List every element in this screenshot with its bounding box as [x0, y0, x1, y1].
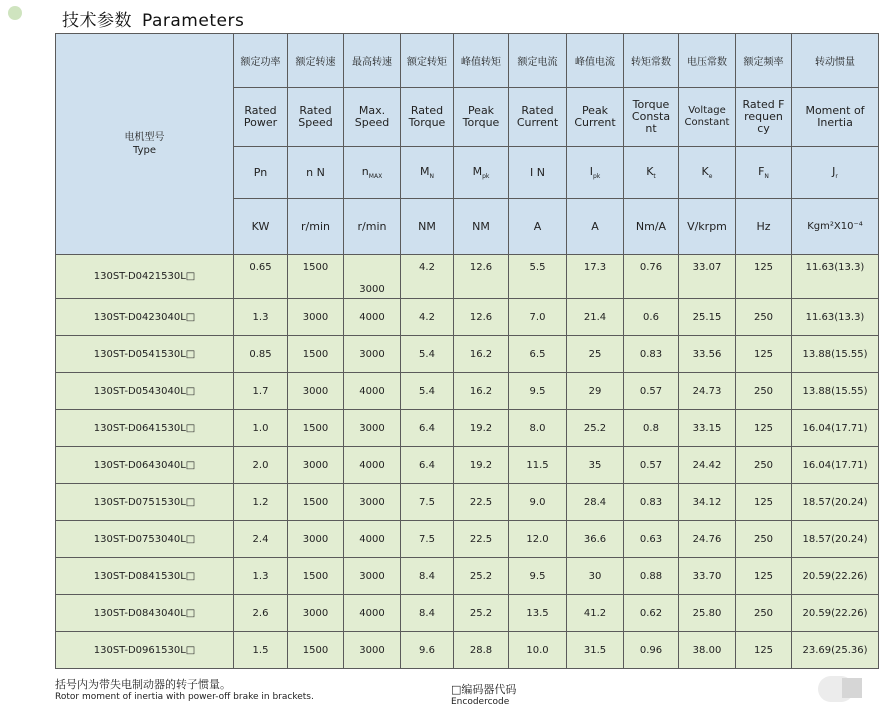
symbol-subscript: N — [764, 173, 769, 181]
symbol-cell — [344, 147, 401, 199]
value-cell: 8.4 — [401, 558, 454, 595]
table-row — [56, 521, 879, 558]
value-cell: 12.6 — [454, 255, 509, 299]
symbol-cell — [288, 147, 344, 199]
type-header-en: Type — [133, 145, 156, 156]
model-cell: 130ST-D0841530L□ — [56, 558, 234, 595]
title-cn: 技术参数 — [62, 11, 132, 31]
value-cell: 2.4 — [234, 521, 288, 558]
value-cell: 20.59(22.26) — [792, 595, 879, 632]
value-cell: 25 — [567, 336, 624, 373]
model-cell: 130ST-D0423040L□ — [56, 299, 234, 336]
symbol-main: n N — [306, 166, 325, 179]
header-cn: 额定频率 — [736, 34, 792, 88]
value-cell: 34.12 — [679, 484, 736, 521]
unit-cell: Hz — [736, 199, 792, 255]
symbol-main: I N — [530, 166, 545, 179]
value-cell: 1.2 — [234, 484, 288, 521]
value-cell: 13.88(15.55) — [792, 373, 879, 410]
unit-cell: r/min — [344, 199, 401, 255]
table-row — [56, 373, 879, 410]
value-cell: 25.2 — [567, 410, 624, 447]
header-row-cn — [56, 34, 879, 88]
value-cell: 9.6 — [401, 632, 454, 669]
table-row — [56, 255, 879, 299]
header-en: Torque Constant — [624, 88, 679, 147]
value-cell: 6.4 — [401, 447, 454, 484]
value-cell: 29 — [567, 373, 624, 410]
value-cell: 5.4 — [401, 373, 454, 410]
value-cell: 3000 — [344, 410, 401, 447]
encoder-note-cn: □编码器代码 — [451, 683, 517, 696]
value-cell: 23.69(25.36) — [792, 632, 879, 669]
header-cn: 电压常数 — [679, 34, 736, 88]
value-cell: 125 — [736, 255, 792, 299]
header-cn: 额定电流 — [509, 34, 567, 88]
value-cell: 38.00 — [679, 632, 736, 669]
header-en: Voltage Constant — [679, 88, 736, 147]
header-cn: 转动惯量 — [792, 34, 879, 88]
table-body — [56, 255, 879, 669]
value-cell: 16.2 — [454, 336, 509, 373]
type-header-cn: 电机型号 — [124, 132, 165, 143]
value-cell: 0.83 — [624, 484, 679, 521]
value-cell: 7.5 — [401, 484, 454, 521]
symbol-main: n — [361, 164, 369, 178]
value-cell: 41.2 — [567, 595, 624, 632]
value-cell: 24.73 — [679, 373, 736, 410]
symbol-cell — [234, 147, 288, 199]
value-cell: 9.5 — [509, 558, 567, 595]
unit-cell: Nm/A — [624, 199, 679, 255]
symbol-subscript: pk — [592, 173, 601, 181]
value-cell: 25.2 — [454, 595, 509, 632]
header-en: Rated Torque — [401, 88, 454, 147]
symbol-main: K — [646, 164, 654, 178]
value-cell: 125 — [736, 484, 792, 521]
symbol-main: Pn — [253, 166, 268, 179]
type-header — [56, 34, 234, 255]
symbol-cell — [792, 147, 879, 199]
value-cell: 6.5 — [509, 336, 567, 373]
model-cell: 130ST-D0641530L□ — [56, 410, 234, 447]
value-cell: 4.2 — [401, 299, 454, 336]
footnote-en: Rotor moment of inertia with power-off brake in brackets. — [55, 692, 314, 702]
value-cell: 1500 — [288, 558, 344, 595]
value-cell: 3000 — [344, 484, 401, 521]
watermark-logo-icon — [842, 678, 862, 698]
symbol-subscript: N — [429, 173, 434, 181]
value-cell: 28.8 — [454, 632, 509, 669]
value-cell: 0.85 — [234, 336, 288, 373]
value-cell: 25.2 — [454, 558, 509, 595]
parameters-table — [55, 33, 879, 669]
value-cell: 5.5 — [509, 255, 567, 299]
footnote-cn: 括号内为带失电制动器的转子惯量。 — [55, 678, 231, 691]
symbol-subscript: MAX — [368, 173, 383, 181]
value-cell: 28.4 — [567, 484, 624, 521]
unit-cell: A — [567, 199, 624, 255]
unit-cell: r/min — [288, 199, 344, 255]
table-row — [56, 558, 879, 595]
value-cell: 0.96 — [624, 632, 679, 669]
unit-cell: NM — [454, 199, 509, 255]
symbol-main: K — [701, 164, 709, 178]
value-cell: 12.0 — [509, 521, 567, 558]
value-cell: 4.2 — [401, 255, 454, 299]
value-cell: 4000 — [344, 373, 401, 410]
symbol-main: I — [589, 164, 593, 178]
value-cell: 0.76 — [624, 255, 679, 299]
value-cell: 1500 — [288, 484, 344, 521]
title-en: Parameters — [142, 11, 245, 31]
value-cell: 3000 — [344, 632, 401, 669]
value-cell: 19.2 — [454, 447, 509, 484]
value-cell: 11.63(13.3) — [792, 299, 879, 336]
value-cell: 30 — [567, 558, 624, 595]
model-cell: 130ST-D0643040L□ — [56, 447, 234, 484]
header-cn: 额定功率 — [234, 34, 288, 88]
header-en: Max. Speed — [344, 88, 401, 147]
value-cell: 1500 — [288, 632, 344, 669]
header-cn: 额定转速 — [288, 34, 344, 88]
value-cell: 4000 — [344, 447, 401, 484]
value-cell: 22.5 — [454, 521, 509, 558]
symbol-main: F — [758, 164, 765, 178]
value-cell: 13.88(15.55) — [792, 336, 879, 373]
value-cell: 0.6 — [624, 299, 679, 336]
value-cell: 125 — [736, 410, 792, 447]
value-cell: 33.07 — [679, 255, 736, 299]
value-cell: 7.0 — [509, 299, 567, 336]
value-cell: 0.8 — [624, 410, 679, 447]
value-cell: 13.5 — [509, 595, 567, 632]
value-cell: 125 — [736, 558, 792, 595]
value-cell: 33.70 — [679, 558, 736, 595]
symbol-cell — [679, 147, 736, 199]
value-cell: 3000 — [344, 558, 401, 595]
value-cell: 3000 — [288, 521, 344, 558]
value-cell: 3000 — [344, 336, 401, 373]
value-cell: 9.0 — [509, 484, 567, 521]
symbol-cell — [454, 147, 509, 199]
symbol-subscript: r — [835, 173, 838, 181]
header-en: Peak Torque — [454, 88, 509, 147]
table-row — [56, 632, 879, 669]
value-cell: 3000 — [288, 299, 344, 336]
value-cell: 1.3 — [234, 299, 288, 336]
value-cell: 4000 — [344, 299, 401, 336]
symbol-cell — [624, 147, 679, 199]
value-cell: 22.5 — [454, 484, 509, 521]
value-cell: 8.4 — [401, 595, 454, 632]
value-cell: 3000 — [288, 373, 344, 410]
symbol-cell — [567, 147, 624, 199]
header-cn: 额定转矩 — [401, 34, 454, 88]
value-cell: 7.5 — [401, 521, 454, 558]
symbol-cell — [509, 147, 567, 199]
value-cell: 250 — [736, 595, 792, 632]
header-en: Rated Power — [234, 88, 288, 147]
value-cell: 24.76 — [679, 521, 736, 558]
value-cell: 0.63 — [624, 521, 679, 558]
symbol-cell — [736, 147, 792, 199]
value-cell: 31.5 — [567, 632, 624, 669]
value-cell: 250 — [736, 299, 792, 336]
value-cell: 9.5 — [509, 373, 567, 410]
value-cell: 0.88 — [624, 558, 679, 595]
header-en: Rated Speed — [288, 88, 344, 147]
header-en: Peak Current — [567, 88, 624, 147]
model-cell: 130ST-D0421530L□ — [56, 255, 234, 299]
value-cell: 0.83 — [624, 336, 679, 373]
symbol-main: M — [420, 164, 430, 178]
header-en: Rated Current — [509, 88, 567, 147]
table-row — [56, 484, 879, 521]
value-cell: 33.56 — [679, 336, 736, 373]
symbol-cell — [401, 147, 454, 199]
value-cell: 1.5 — [234, 632, 288, 669]
value-cell: 35 — [567, 447, 624, 484]
value-cell: 1500 — [288, 255, 344, 299]
value-cell: 36.6 — [567, 521, 624, 558]
value-cell: 11.5 — [509, 447, 567, 484]
symbol-subscript: pk — [482, 173, 490, 181]
model-cell: 130ST-D0961530L□ — [56, 632, 234, 669]
value-cell: 20.59(22.26) — [792, 558, 879, 595]
bullet-dot-icon — [8, 6, 22, 20]
value-cell: 25.80 — [679, 595, 736, 632]
unit-cell: KW — [234, 199, 288, 255]
value-cell: 3000 — [288, 595, 344, 632]
table-row — [56, 447, 879, 484]
model-cell: 130ST-D0843040L□ — [56, 595, 234, 632]
model-cell: 130ST-D0753040L□ — [56, 521, 234, 558]
value-cell: 3000 — [344, 255, 401, 299]
value-cell: 6.4 — [401, 410, 454, 447]
table-row — [56, 299, 879, 336]
value-cell: 250 — [736, 447, 792, 484]
value-cell: 11.63(13.3) — [792, 255, 879, 299]
header-cn: 转矩常数 — [624, 34, 679, 88]
footnote — [55, 679, 314, 703]
value-cell: 2.0 — [234, 447, 288, 484]
unit-cell: Kgm²X10⁻⁴ — [792, 199, 879, 255]
table-row — [56, 410, 879, 447]
value-cell: 4000 — [344, 521, 401, 558]
value-cell: 5.4 — [401, 336, 454, 373]
section-title — [62, 6, 244, 31]
value-cell: 1.3 — [234, 558, 288, 595]
value-cell: 0.57 — [624, 373, 679, 410]
header-cn: 最高转速 — [344, 34, 401, 88]
header-en: Rated Frequency — [736, 88, 792, 147]
header-en: Moment of Inertia — [792, 88, 879, 147]
value-cell: 18.57(20.24) — [792, 521, 879, 558]
value-cell: 250 — [736, 521, 792, 558]
symbol-main: J — [832, 164, 836, 178]
value-cell: 250 — [736, 373, 792, 410]
value-cell: 21.4 — [567, 299, 624, 336]
value-cell: 18.57(20.24) — [792, 484, 879, 521]
value-cell: 1.7 — [234, 373, 288, 410]
value-cell: 12.6 — [454, 299, 509, 336]
value-cell: 1.0 — [234, 410, 288, 447]
value-cell: 4000 — [344, 595, 401, 632]
encoder-note — [451, 683, 516, 709]
value-cell: 24.42 — [679, 447, 736, 484]
value-cell: 0.62 — [624, 595, 679, 632]
value-cell: 17.3 — [567, 255, 624, 299]
value-cell: 0.65 — [234, 255, 288, 299]
value-cell: 16.04(17.71) — [792, 447, 879, 484]
value-cell: 19.2 — [454, 410, 509, 447]
encoder-note-en: Encodercode — [451, 697, 510, 707]
value-cell: 125 — [736, 632, 792, 669]
value-cell: 16.2 — [454, 373, 509, 410]
model-cell: 130ST-D0543040L□ — [56, 373, 234, 410]
table-row — [56, 336, 879, 373]
unit-cell: V/krpm — [679, 199, 736, 255]
value-cell: 0.57 — [624, 447, 679, 484]
unit-cell: A — [509, 199, 567, 255]
value-cell: 2.6 — [234, 595, 288, 632]
symbol-main: M — [472, 164, 483, 178]
unit-cell: NM — [401, 199, 454, 255]
model-cell: 130ST-D0751530L□ — [56, 484, 234, 521]
value-cell: 1500 — [288, 410, 344, 447]
value-cell: 10.0 — [509, 632, 567, 669]
value-cell: 8.0 — [509, 410, 567, 447]
table-row — [56, 595, 879, 632]
value-cell: 33.15 — [679, 410, 736, 447]
symbol-subscript: e — [708, 173, 713, 181]
header-cn: 峰值转矩 — [454, 34, 509, 88]
symbol-subscript: t — [653, 173, 656, 181]
value-cell: 16.04(17.71) — [792, 410, 879, 447]
model-cell: 130ST-D0541530L□ — [56, 336, 234, 373]
value-cell: 25.15 — [679, 299, 736, 336]
value-cell: 1500 — [288, 336, 344, 373]
value-cell: 125 — [736, 336, 792, 373]
header-cn: 峰值电流 — [567, 34, 624, 88]
value-cell: 3000 — [288, 447, 344, 484]
